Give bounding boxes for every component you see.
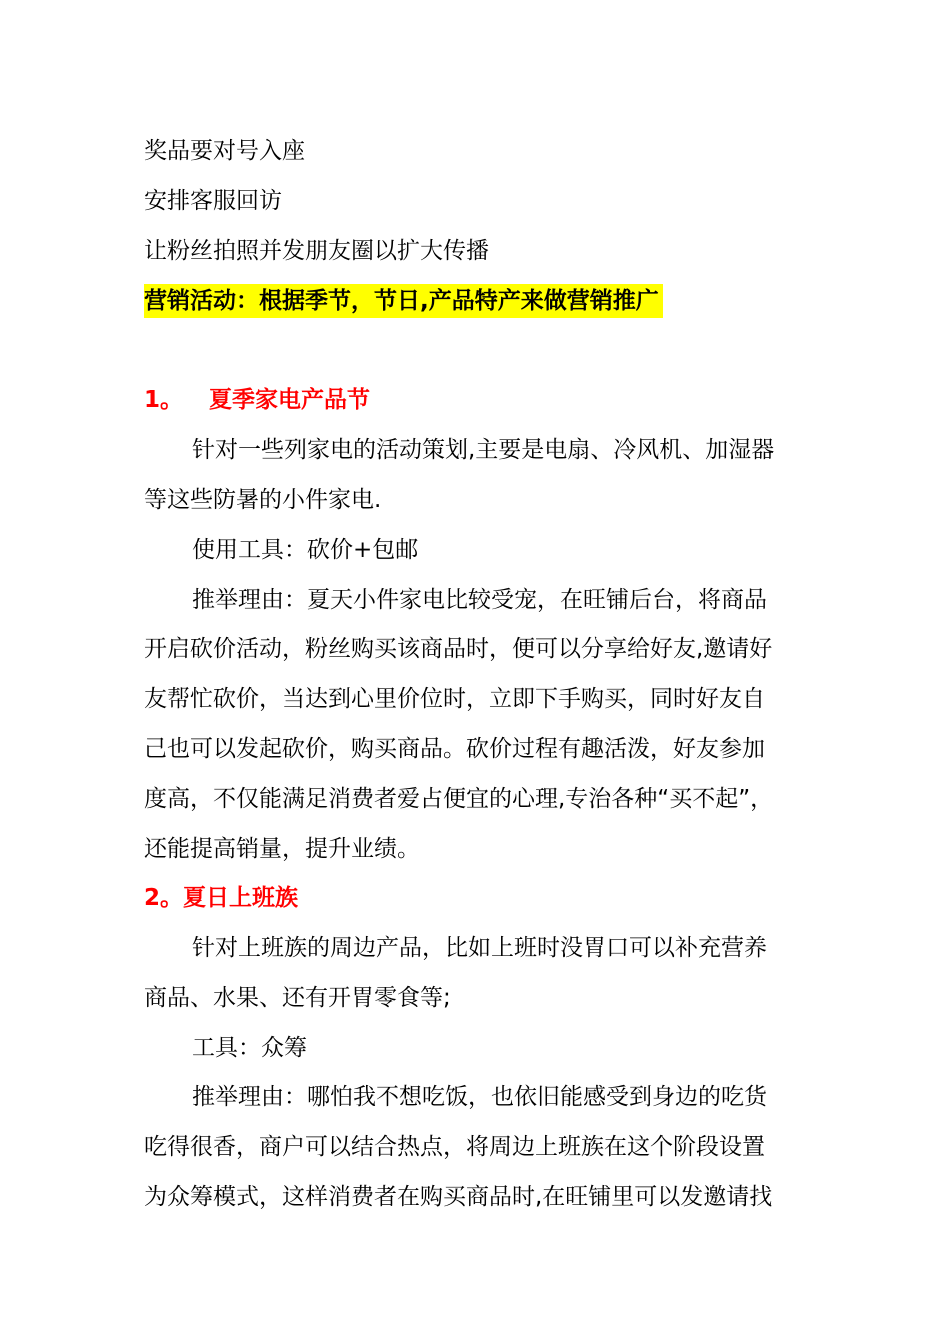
paragraph-line: 推举理由：夏天小件家电比较受宠，在旺铺后台，将商品 — [192, 587, 767, 613]
paragraph-line: 友帮忙砍价，当达到心里价位时，立即下手购买，同时好友自 — [144, 686, 765, 712]
tool-line: 工具：众筹 — [192, 1035, 307, 1061]
section-1-heading — [144, 385, 370, 415]
paragraph-line: 度高，不仅能满足消费者爱占便宜的心理,专治各种“买不起”， — [144, 786, 774, 812]
paragraph-line: 针对一些列家电的活动策划,主要是电扇、冷风机、加湿器 — [192, 437, 775, 463]
text-line: 让粉丝拍照并发朋友圈以扩大传播 — [144, 238, 489, 264]
paragraph-line: 吃得很香，商户可以结合热点，将周边上班族在这个阶段设置 — [144, 1134, 765, 1160]
section-2-heading: 2。夏日上班族 — [144, 885, 299, 911]
paragraph-line: 等这些防暑的小件家电. — [144, 487, 382, 513]
paragraph-line: 针对上班族的周边产品，比如上班时没胃口可以补充营养 — [192, 935, 767, 961]
paragraph-line: 还能提高销量，提升业绩。 — [144, 836, 420, 862]
section-1-number: 1。 — [144, 387, 184, 413]
paragraph-line: 推举理由：哪怕我不想吃饭，也依旧能感受到身边的吃货 — [192, 1084, 767, 1110]
text-line: 奖品要对号入座 — [144, 138, 305, 164]
paragraph-line: 己也可以发起砍价，购买商品。砍价过程有趣活泼，好友参加 — [144, 736, 765, 762]
highlight-heading-text: 营销活动：根据季节，节日,产品特产来做营销推广 — [144, 284, 663, 318]
section-1-title: 夏季家电产品节 — [209, 387, 371, 413]
highlight-heading — [144, 286, 663, 316]
paragraph-line: 为众筹模式，这样消费者在购买商品时,在旺铺里可以发邀请找 — [144, 1184, 773, 1210]
tool-line: 使用工具：砍价+包邮 — [192, 537, 419, 563]
paragraph-line: 开启砍价活动，粉丝购买该商品时，便可以分享给好友,邀请好 — [144, 636, 773, 662]
text-line: 安排客服回访 — [144, 188, 282, 214]
paragraph-line: 商品、水果、还有开胃零食等; — [144, 985, 451, 1011]
